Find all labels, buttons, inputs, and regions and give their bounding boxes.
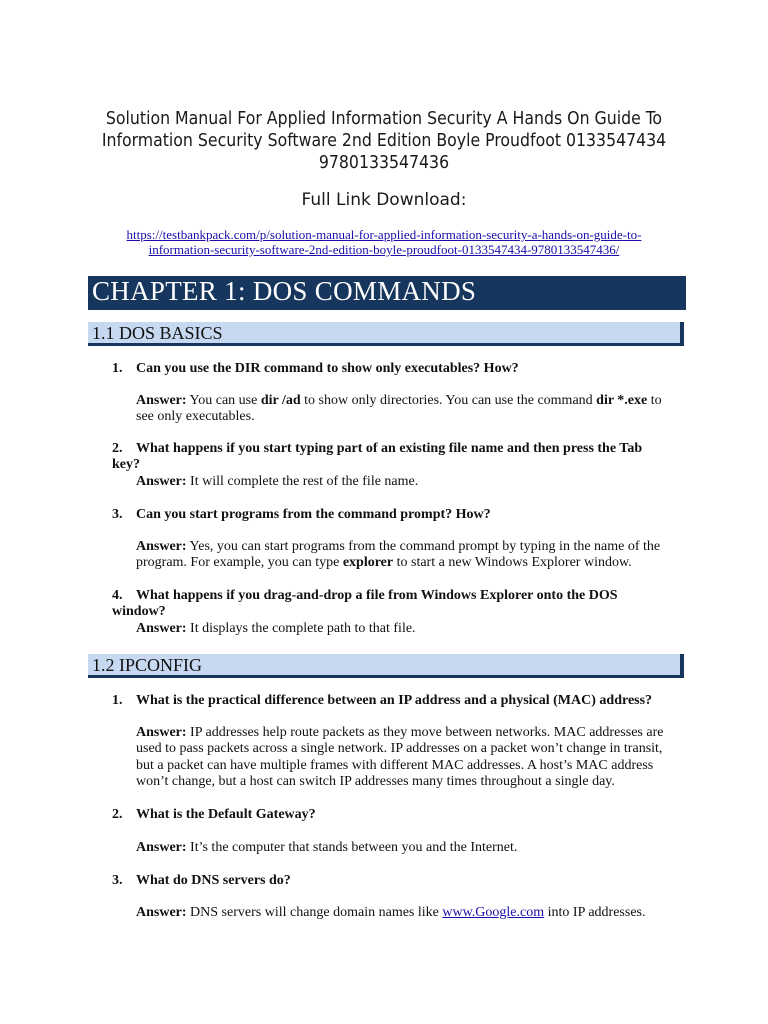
- question-text: What is the Default Gateway?: [136, 807, 316, 822]
- question-number: 4.: [112, 588, 123, 603]
- answer-label: Answer:: [136, 474, 187, 489]
- answer-label: Answer:: [136, 905, 187, 920]
- answer-segment: to start a new Windows Explorer window.: [393, 555, 632, 571]
- title-line: 9780133547436: [318, 153, 450, 173]
- chapter-heading: CHAPTER 1: DOS COMMANDS: [88, 276, 686, 310]
- url-line: information-security-software-2nd-edition-boyle-proudfoot-0133547434-9780133547436/: [148, 242, 620, 257]
- answer-label: Answer:: [136, 840, 187, 855]
- question-number: 3.: [112, 873, 123, 888]
- title-line: Information Security Software 2nd Edition Boyle Proudfoot 0133547434: [101, 131, 667, 151]
- answer-text: [136, 474, 676, 490]
- question-number: 2.: [112, 807, 123, 822]
- answer-label: Answer:: [136, 393, 187, 408]
- answer-segment: into IP addresses.: [544, 905, 646, 920]
- question-number: 2.: [112, 441, 123, 456]
- question-text: Can you start programs from the command prompt? How?: [136, 507, 491, 522]
- question-item: [112, 807, 672, 823]
- answer-text: [136, 905, 676, 921]
- url-line: https://testbankpack.com/p/solution-manual-for-applied-information-security-a-hands-on-guide-to-: [126, 227, 642, 242]
- download-link[interactable]: [90, 227, 678, 257]
- document-title: [60, 108, 708, 174]
- title-line: Solution Manual For Applied Information Security A Hands On Guide To: [105, 109, 663, 129]
- answer-segment: DNS servers will change domain names like: [186, 905, 443, 920]
- answer-text: [136, 621, 676, 637]
- question-number: 1.: [112, 693, 123, 708]
- question-item: [112, 588, 672, 620]
- answer-segment: to show only directories. You can use the command: [300, 393, 597, 408]
- question-text: What is the practical difference between an IP address and a physical (MAC) address?: [136, 693, 653, 708]
- answer-segment: It’s the computer that stands between you and the Internet.: [186, 840, 518, 855]
- answer-segment: Yes, you can start programs from the command prompt by typing in the name of the program. For example, you can type: [136, 539, 661, 571]
- full-link-label: Full Link Download:: [301, 190, 467, 210]
- question-text: Can you use the DIR command to show only executables? How?: [136, 361, 519, 376]
- command-text: dir /ad: [260, 393, 301, 408]
- question-text: What do DNS servers do?: [136, 873, 291, 888]
- answer-text: [136, 725, 676, 790]
- question-text: What happens if you drag-and-drop a file from Windows Explorer onto the DOS window?: [112, 588, 618, 619]
- question-item: [112, 507, 672, 523]
- section-heading-dos-basics: 1.1 DOS BASICS: [88, 322, 684, 346]
- answer-segment: It displays the complete path to that file.: [186, 621, 416, 636]
- google-link[interactable]: www.Google.com: [442, 905, 545, 920]
- answer-label: Answer:: [136, 725, 187, 740]
- question-item: [112, 361, 672, 377]
- answer-segment: IP addresses help route packets as they move between networks. MAC addresses are used to pass packets across a single network. IP addresses on a packet won’t change in transit, but a packet can have multiple frames with different MAC addresses. A host’s MAC address won’t change, but a host can switch IP addresses many times throughout a single day.: [136, 725, 664, 789]
- answer-label: Answer:: [136, 621, 187, 636]
- section-heading-ipconfig: 1.2 IPCONFIG: [88, 654, 684, 678]
- answer-label: Answer:: [136, 539, 187, 554]
- question-item: [112, 873, 672, 889]
- question-item: [112, 693, 672, 709]
- answer-segment: It will complete the rest of the file name.: [186, 474, 419, 489]
- command-text: explorer: [342, 555, 394, 571]
- question-text: What happens if you start typing part of an existing file name and then press the Tab key?: [112, 441, 643, 472]
- command-text: dir *.exe: [596, 393, 648, 408]
- answer-text: [136, 393, 676, 426]
- question-number: 1.: [112, 361, 123, 376]
- answer-text: [136, 840, 676, 856]
- answer-segment: to see only executables.: [136, 393, 662, 425]
- question-number: 3.: [112, 507, 123, 522]
- answer-text: [136, 539, 676, 572]
- question-item: [112, 441, 672, 473]
- answer-segment: You can use: [186, 393, 261, 408]
